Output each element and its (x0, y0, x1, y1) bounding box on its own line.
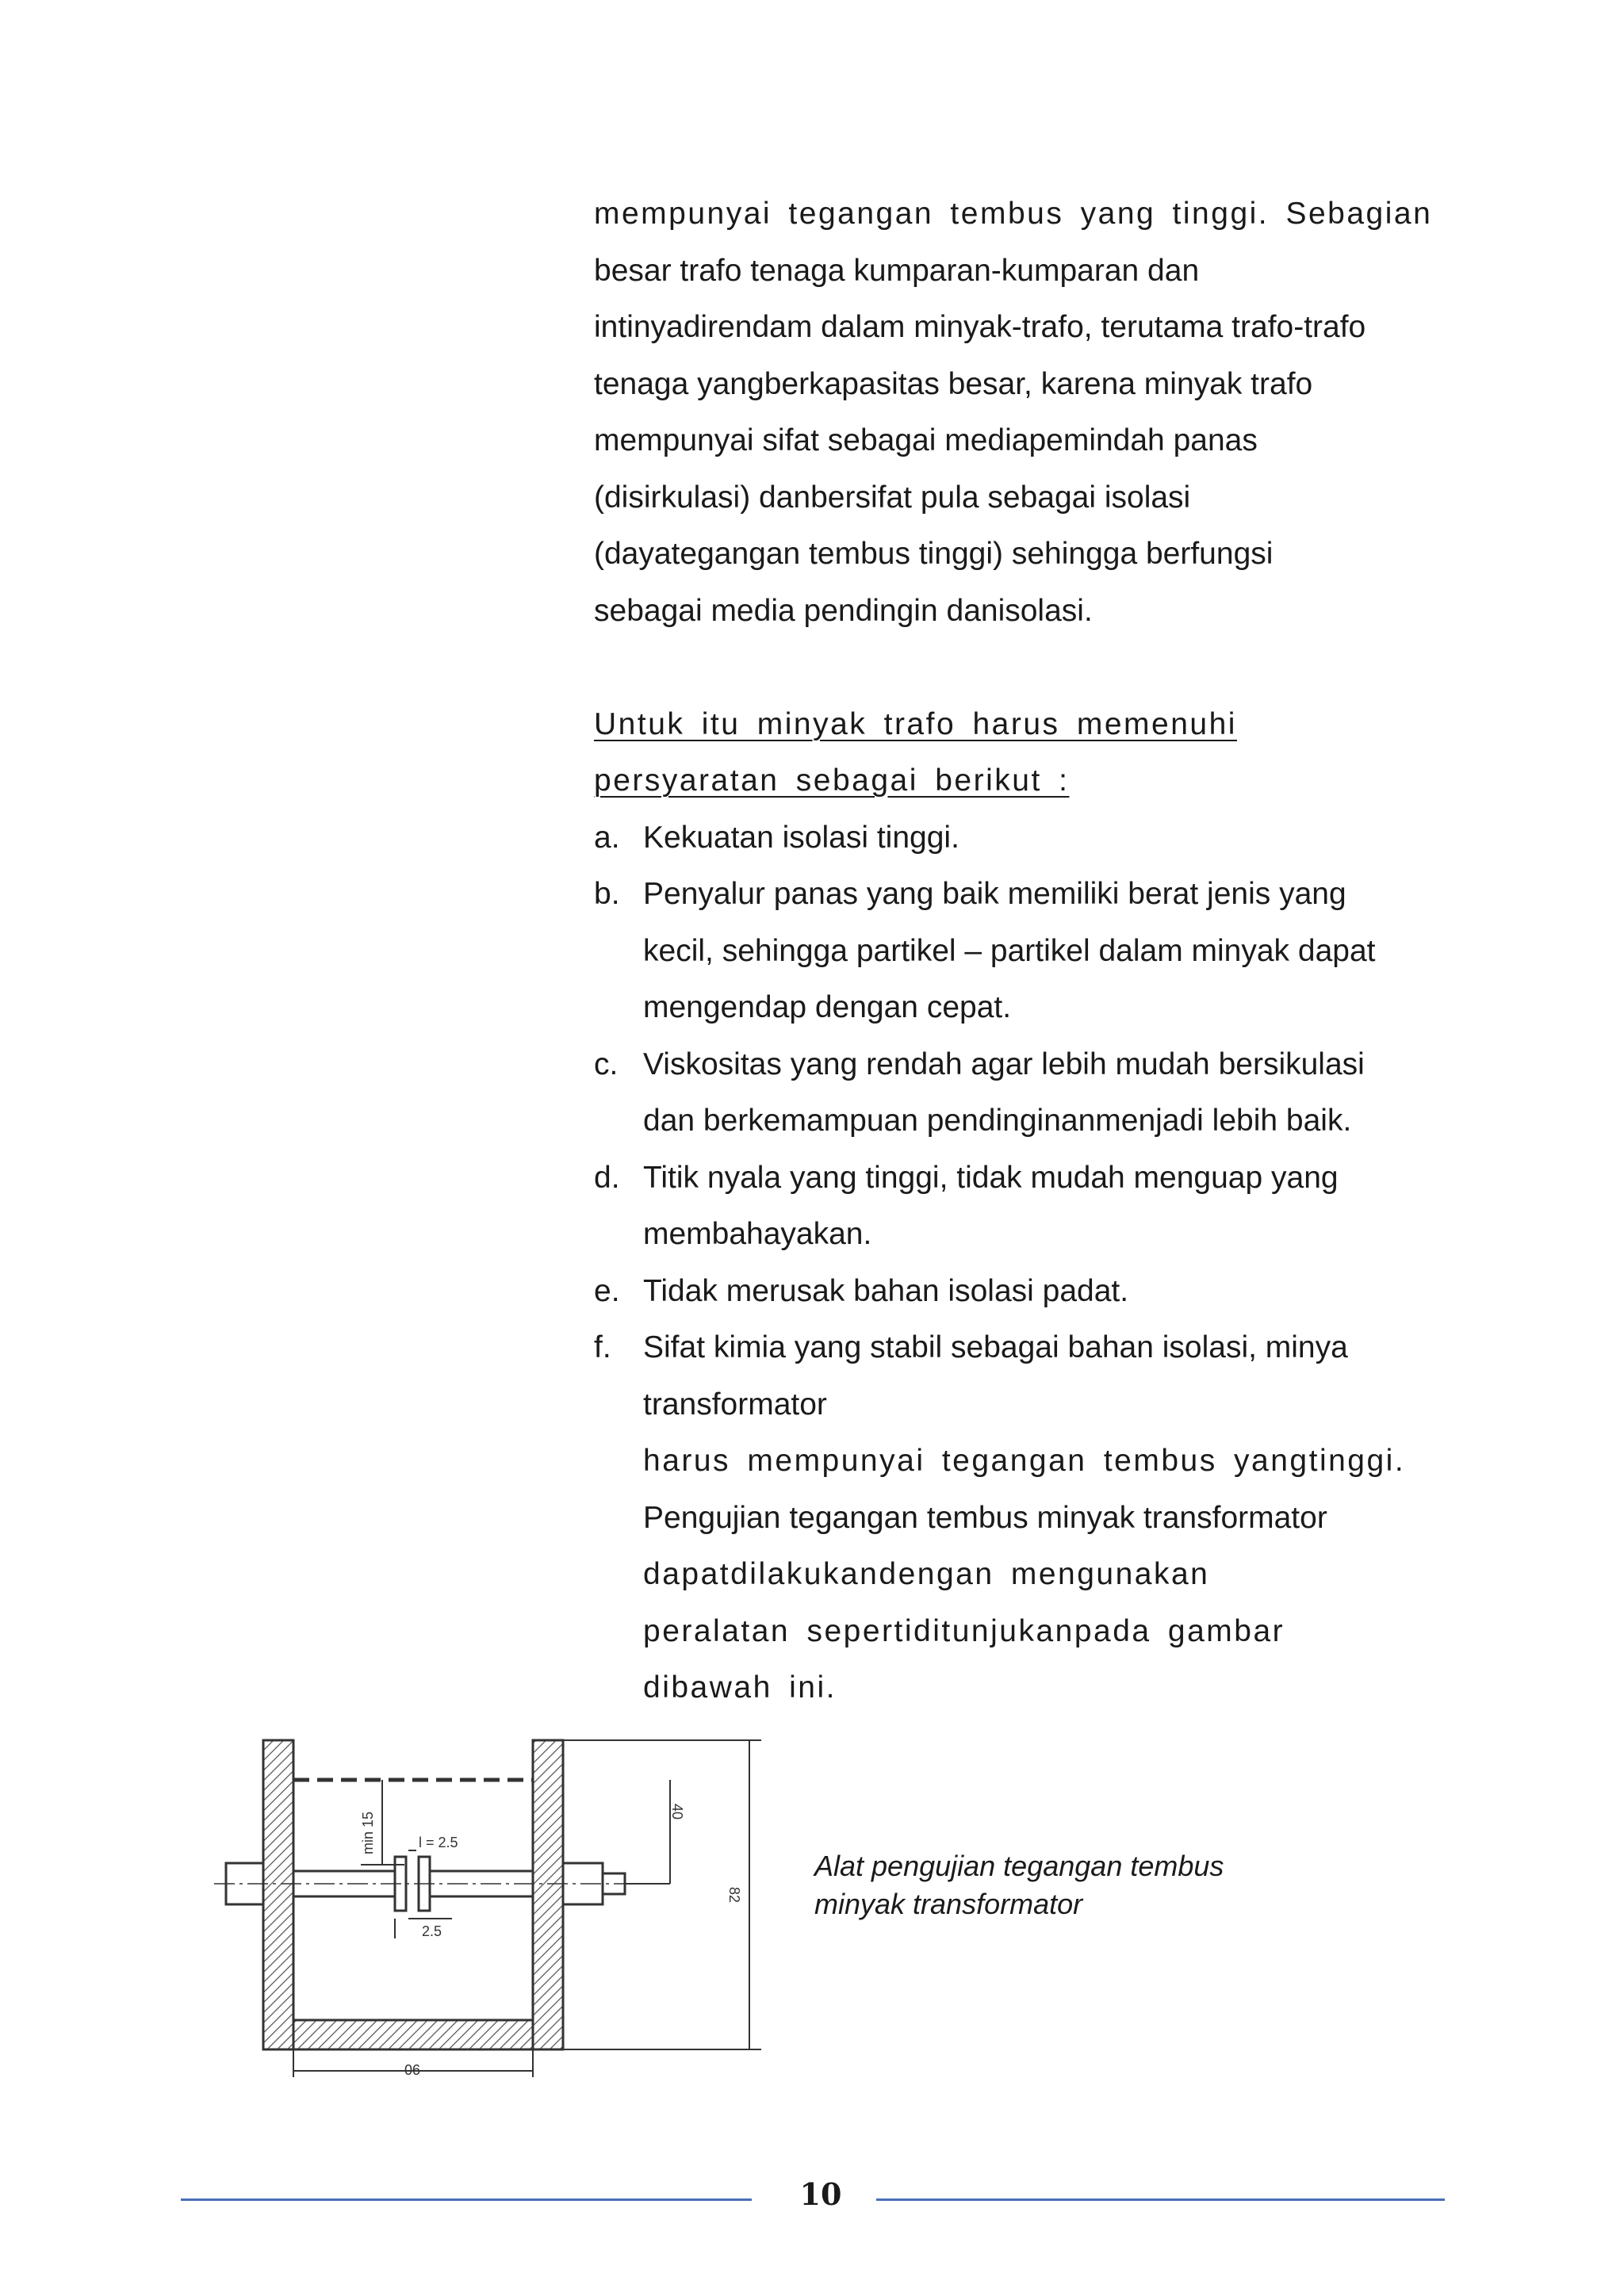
list-item-line: Titik nyala yang tinggi, tidak mudah menguap yang (643, 1160, 1339, 1195)
paragraph-line: (disirkulasi) danbersifat pula sebagai isolasi (594, 480, 1191, 515)
intro-paragraph (594, 186, 1434, 639)
electrode-length-label: l = 2.5 (419, 1835, 458, 1850)
dim82-label: 82 (726, 1886, 742, 1904)
footer-divider-left (181, 2198, 752, 2201)
caption-line: Alat pengujian tegangan tembus (814, 1850, 1224, 1882)
list-item-f (594, 1319, 1434, 1716)
list-item-line: Penyalur panas yang baik memiliki berat jenis yang (643, 877, 1346, 911)
oil-test-cell-diagram (214, 1728, 785, 2093)
list-item-line: Pengujian tegangan tembus minyak transformator (643, 1500, 1327, 1535)
heading-line: persyaratan sebagai berikut : (594, 763, 1070, 798)
paragraph-line: sebagai media pendingin danisolasi. (594, 593, 1093, 628)
page-number: 10 (799, 2176, 842, 2212)
bottom-wall (293, 2020, 533, 2049)
list-marker: e. (594, 1273, 620, 1308)
requirements-list (594, 809, 1434, 1716)
figure-caption (814, 1847, 1290, 1923)
list-item-line: harus mempunyai tegangan tembus yangtinggi. (643, 1444, 1406, 1478)
heading-line: Untuk itu minyak trafo harus memenuhi (594, 706, 1237, 741)
list-item-line: transformator (643, 1387, 827, 1422)
dim90-label: 90 (404, 2061, 421, 2077)
list-item-line: dapatdilakukandengan mengunakan (643, 1557, 1210, 1591)
paragraph-line: intinyadirendam dalam minyak-trafo, terutama trafo-trafo (594, 310, 1366, 344)
footer-divider-right (876, 2198, 1445, 2201)
list-marker: b. (594, 877, 620, 911)
body-text (594, 186, 1434, 1716)
requirements-heading (594, 696, 1434, 809)
paragraph-line: tenaga yangberkapasitas besar, karena minyak trafo (594, 366, 1313, 401)
list-item-line: membahayakan. (643, 1217, 872, 1251)
list-marker: c. (594, 1047, 619, 1081)
right-wall (533, 1740, 563, 2049)
paragraph-line: (dayategangan tembus tinggi) sehingga berfungsi (594, 537, 1274, 571)
left-wall (263, 1740, 293, 2049)
page-footer (0, 2176, 1624, 2224)
list-item-line: Sifat kimia yang stabil sebagai bahan isolasi, minya (643, 1330, 1348, 1364)
paragraph-line: mempunyai tegangan tembus yang tinggi. Sebagian (594, 197, 1433, 231)
list-marker: d. (594, 1160, 620, 1195)
paragraph-line: mempunyai sifat sebagai mediapemindah panas (594, 423, 1258, 457)
list-item-line: Kekuatan isolasi tinggi. (643, 820, 959, 855)
list-item-e (594, 1263, 1434, 1320)
caption-line: minyak transformator (814, 1888, 1083, 1920)
list-item-line: Tidak merusak bahan isolasi padat. (643, 1273, 1129, 1308)
list-item-a (594, 809, 1434, 867)
gap-label: 2.5 (422, 1923, 442, 1939)
paragraph-gap (594, 639, 1434, 696)
list-item-line: dibawah ini. (643, 1670, 837, 1705)
list-item-line: peralatan sepertiditunjukanpada gambar (643, 1613, 1285, 1648)
list-item-b (594, 866, 1434, 1036)
paragraph-line: besar trafo tenaga kumparan-kumparan dan (594, 253, 1200, 288)
list-item-line: kecil, sehingga partikel – partikel dalam minyak dapat (643, 933, 1376, 968)
list-item-line: Viskositas yang rendah agar lebih mudah bersikulasi (643, 1047, 1365, 1081)
list-item-line: mengendap dengan cepat. (643, 990, 1012, 1024)
list-item-line: dan berkemampuan pendinginanmenjadi lebih baik. (643, 1104, 1352, 1138)
min15-label: min 15 (360, 1811, 376, 1855)
list-marker: f. (594, 1330, 611, 1364)
list-item-c (594, 1036, 1434, 1150)
list-marker: a. (594, 820, 620, 855)
dim40-label: 40 (669, 1803, 685, 1820)
list-item-d (594, 1150, 1434, 1263)
